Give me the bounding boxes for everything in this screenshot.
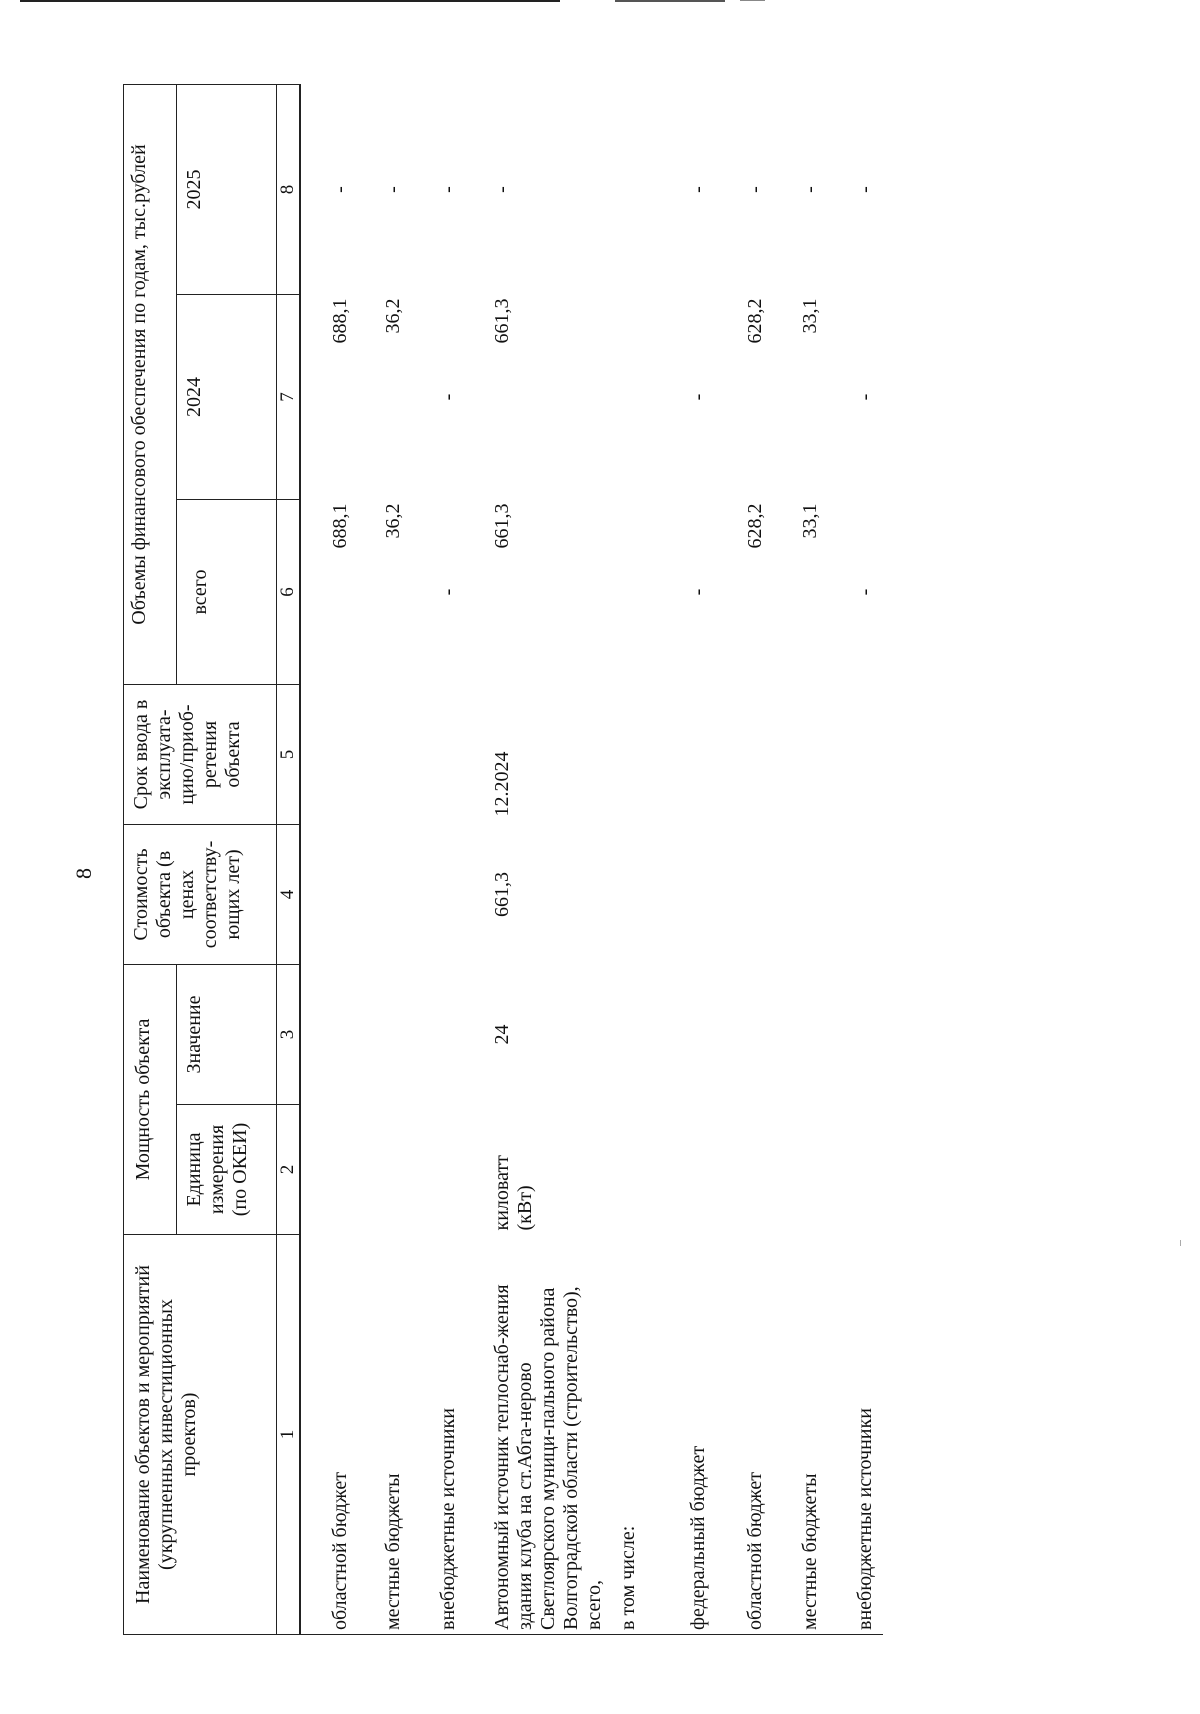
- row-2024: 688,1: [328, 298, 351, 344]
- rotated-table-container: [123, 85, 1123, 1635]
- row-name: местные бюджеты: [354, 1235, 409, 1635]
- header-2025: 2025: [177, 85, 277, 295]
- table-row: [773, 85, 828, 1635]
- row-cost: [828, 825, 883, 965]
- row-name: Автономный источник теплоснаб-жения здания клуба на ст.Абга-нерово Светлоярского муници-пального района Волгоградской области (строительство), всего,: [463, 1235, 613, 1635]
- row-value: [409, 965, 463, 1105]
- row-value: [773, 965, 828, 1105]
- col-number: 5: [277, 685, 300, 825]
- row-unit: [409, 1105, 463, 1235]
- row-unit: киловатт (кВт): [490, 1155, 536, 1231]
- row-value: [300, 965, 354, 1105]
- header-total: всего: [177, 500, 277, 685]
- table-row: [828, 85, 883, 1635]
- funding-table: [123, 84, 883, 1635]
- row-2025: -: [798, 186, 821, 193]
- table-row: [409, 85, 463, 1635]
- table-row: [354, 85, 409, 1635]
- row-unit: [354, 1105, 409, 1235]
- row-2025: -: [686, 186, 709, 193]
- row-cost: 661,3: [490, 872, 513, 917]
- row-unit: [718, 1105, 773, 1235]
- col-number: 4: [277, 825, 300, 965]
- table-row: [718, 85, 773, 1635]
- row-cost: [718, 825, 773, 965]
- row-2025: -: [490, 186, 513, 193]
- row-term: [354, 685, 409, 825]
- row-2025: -: [436, 186, 459, 193]
- row-value: [354, 965, 409, 1105]
- row-total: 628,2: [743, 503, 766, 549]
- row-term: [773, 685, 828, 825]
- row-name: областной бюджет: [718, 1235, 773, 1635]
- row-unit: [773, 1105, 828, 1235]
- row-cost: [409, 825, 463, 965]
- row-name: внебюджетные источники: [409, 1235, 463, 1635]
- header-value: Значение: [177, 965, 277, 1105]
- row-name: областной бюджет: [300, 1235, 354, 1635]
- scan-edge-line: [20, 0, 560, 2]
- header-term: Срок ввода в эксплуата-цию/приоб-ретения объекта: [124, 685, 277, 825]
- row-2025: -: [328, 186, 351, 193]
- table-row: [463, 85, 613, 1635]
- row-term: 12.2024: [490, 751, 513, 817]
- row-unit: [663, 1105, 718, 1235]
- row-name: федеральный бюджет: [663, 1235, 718, 1635]
- header-2024: 2024: [177, 295, 277, 500]
- row-term: [300, 685, 354, 825]
- row-2024: 33,1: [798, 298, 821, 334]
- row-value: [663, 965, 718, 1105]
- header-capacity-group: Мощность объекта: [124, 965, 177, 1235]
- row-term: [828, 685, 883, 825]
- scan-edge-line: [615, 0, 725, 2]
- row-2024: -: [853, 393, 876, 401]
- header-name: Наименование объектов и мероприятий (укрупненных инвестиционных проектов): [124, 1235, 277, 1635]
- row-unit: [300, 1105, 354, 1235]
- row-value: [718, 965, 773, 1105]
- row-total: 33,1: [798, 503, 821, 539]
- row-2024: -: [686, 393, 709, 401]
- row-unit: [828, 1105, 883, 1235]
- row-total: -: [686, 588, 709, 596]
- row-total: -: [436, 588, 459, 596]
- row-cost: [354, 825, 409, 965]
- row-total: 688,1: [328, 503, 351, 549]
- scan-speck: [1180, 1240, 1181, 1246]
- col-number: 1: [277, 1235, 300, 1635]
- col-number: 3: [277, 965, 300, 1105]
- row-cost: [300, 825, 354, 965]
- table-row: [613, 85, 663, 1635]
- row-term: [718, 685, 773, 825]
- row-term: [409, 685, 463, 825]
- row-2024: 36,2: [381, 298, 404, 334]
- row-2025: -: [853, 186, 876, 193]
- col-number: 2: [277, 1105, 300, 1235]
- col-number: 6: [277, 500, 300, 685]
- row-name: внебюджетные источники: [828, 1235, 883, 1635]
- row-value: [828, 965, 883, 1105]
- col-number: 7: [277, 295, 300, 500]
- row-2025: -: [743, 186, 766, 193]
- row-total: 661,3: [490, 503, 513, 549]
- page-number: 8: [71, 868, 96, 879]
- row-2025: -: [381, 186, 404, 193]
- header-cost: Стоимость объекта (в ценах соответству-ющих лет): [124, 825, 277, 965]
- scan-edge-line: [740, 0, 765, 1]
- row-term: [663, 685, 718, 825]
- row-cost: [773, 825, 828, 965]
- header-funding-group: Объемы финансового обеспечения по годам, тыс.рублей: [124, 85, 177, 685]
- row-total: -: [853, 588, 876, 596]
- row-total: 36,2: [381, 503, 404, 539]
- row-2024: 661,3: [490, 298, 513, 344]
- row-name: местные бюджеты: [773, 1235, 828, 1635]
- row-cost: [663, 825, 718, 965]
- col-number: 8: [277, 85, 300, 295]
- table-row: [663, 85, 718, 1635]
- row-name: в том числе:: [613, 1235, 663, 1635]
- row-value: 24: [490, 1024, 513, 1045]
- header-unit: Единица измерения (по ОКЕИ): [177, 1105, 277, 1235]
- row-2024: 628,2: [743, 298, 766, 344]
- table-row: [300, 85, 354, 1635]
- row-2024: -: [436, 393, 459, 401]
